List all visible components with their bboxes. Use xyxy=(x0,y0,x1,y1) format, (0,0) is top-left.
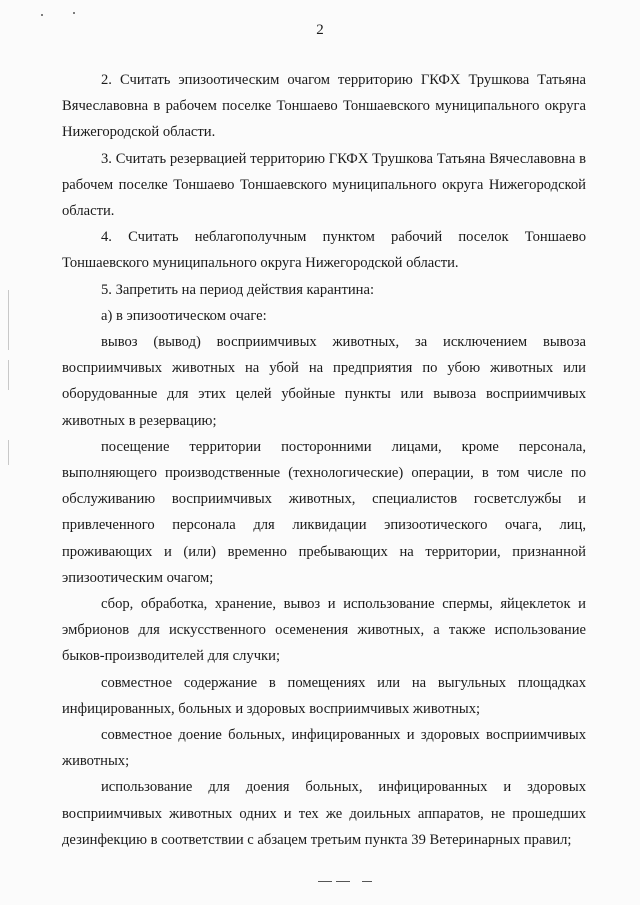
footer-dash xyxy=(318,881,332,882)
scan-speck xyxy=(41,14,43,16)
scan-speck xyxy=(73,12,75,14)
paragraph-item-2: 2. Считать эпизоотическим очагом территорию ГКФХ Трушкова Татьяна Вячеславовна в рабочем поселке Тоншаево Тоншаевского муниципального округа Нижегородской области. xyxy=(62,72,586,141)
restriction-paragraph: совместное содержание в помещениях или на выгульных площадках инфицированных, больных и здоровых восприимчивых животных; xyxy=(62,674,586,717)
footer-dash xyxy=(336,881,350,882)
document-body xyxy=(62,67,586,853)
restriction-paragraph: использование для доения больных, инфицированных и здоровых восприимчивых животных одних и тех же доильных аппаратов, не прошедших дезинфекцию в соответствии с абзацем третьим пункта 39 Ветеринарных правил; xyxy=(62,779,586,848)
footer-dash xyxy=(362,881,372,882)
page-number: 2 xyxy=(316,22,324,38)
subparagraph-a: а) в эпизоотическом очаге: xyxy=(101,307,267,324)
paragraph-item-3: 3. Считать резервацией территорию ГКФХ Трушкова Татьяна Вячеславовна в рабочем поселке Тоншаево Тоншаевского муниципального округа Нижегородской области. xyxy=(62,150,586,220)
paragraph-item-4: 4. Считать неблагополучным пунктом рабочий поселок Тоншаево Тоншаевского муниципального округа Нижегородской области. xyxy=(62,229,586,272)
footer-marks xyxy=(318,872,376,890)
scan-edge-mark xyxy=(8,440,9,465)
restriction-paragraph: вывоз (вывод) восприимчивых животных, за исключением вывоза восприимчивых животных на убой на предприятия по убою животных или оборудованные для этих целей убойные пункты или вывоза восприимчивых животных в резервацию; xyxy=(62,334,586,429)
scan-edge-mark xyxy=(8,360,9,390)
paragraph-item-5: 5. Запретить на период действия карантина: xyxy=(101,281,375,298)
scan-edge-mark xyxy=(8,290,9,350)
restriction-paragraph: посещение территории посторонними лицами, кроме персонала, выполняющего производственные (технологические) операции, в том числе по обслуживанию восприимчивых животных, специалистов госветслужбы и привлеченного персонала для ликвидации эпизоотического очага, лиц, проживающих и (или) временно пребывающих на территории, признанной эпизоотическим очагом; xyxy=(62,438,586,586)
restriction-paragraph: совместное доение больных, инфицированных и здоровых восприимчивых животных; xyxy=(62,727,586,770)
restriction-paragraph: сбор, обработка, хранение, вывоз и использование спермы, яйцеклеток и эмбрионов для искусственного осеменения животных, а также использование быков-производителей для случки; xyxy=(62,596,586,665)
